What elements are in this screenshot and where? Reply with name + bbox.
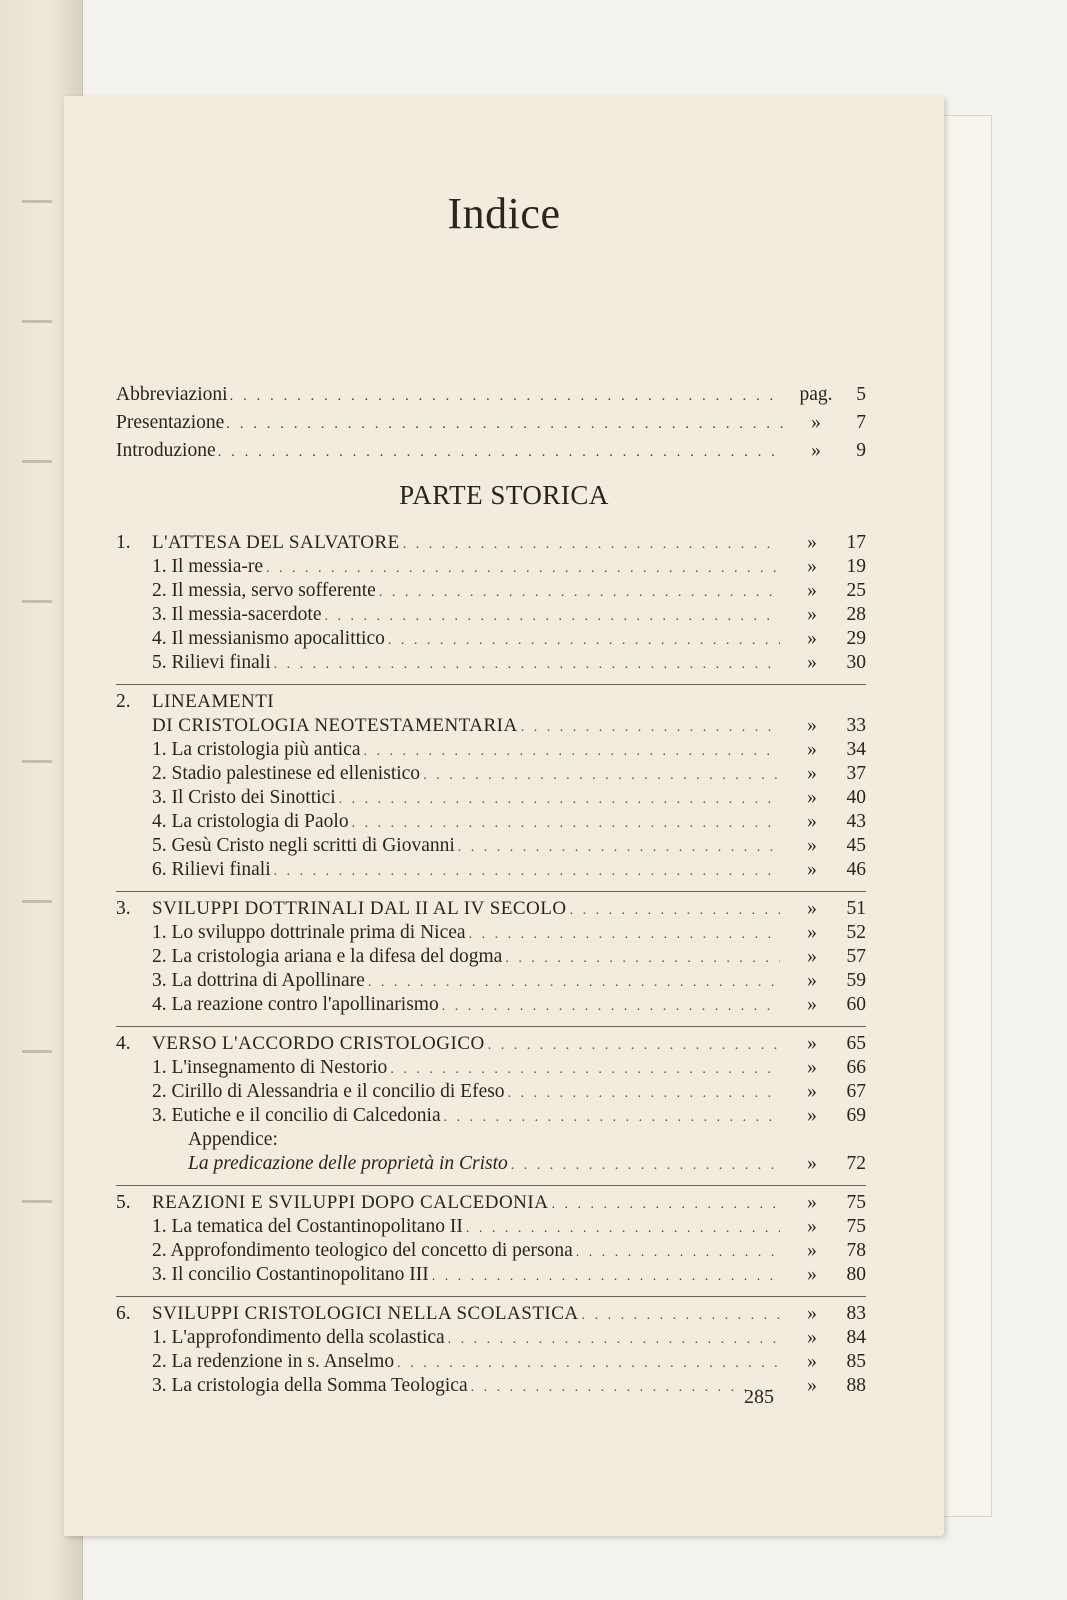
page-number: 75 bbox=[846, 1216, 866, 1237]
dot-leader bbox=[551, 1197, 780, 1213]
section-entry bbox=[116, 1105, 866, 1129]
dot-leader bbox=[471, 1380, 780, 1396]
entry-label: 5. Rilievi finali bbox=[152, 652, 271, 673]
page-marker: » bbox=[811, 440, 821, 461]
page-marker: » bbox=[807, 1192, 817, 1213]
page-marker: » bbox=[807, 715, 817, 736]
entry-label: 2. La redenzione in s. Anselmo bbox=[152, 1351, 395, 1372]
chapter-heading bbox=[116, 691, 866, 715]
entry-label: 6. Rilievi finali bbox=[152, 859, 271, 880]
page-marker: » bbox=[807, 859, 817, 880]
entry-label: 1. Il messia-re bbox=[152, 556, 264, 577]
page-marker: » bbox=[807, 946, 817, 967]
dot-leader bbox=[508, 1086, 780, 1102]
table-of-contents bbox=[116, 526, 866, 1407]
dot-leader bbox=[444, 1110, 780, 1126]
section-entry bbox=[116, 1081, 866, 1105]
front-matter-list bbox=[116, 384, 866, 468]
chapter-heading bbox=[116, 1033, 866, 1057]
dot-leader bbox=[582, 1308, 780, 1324]
dot-leader bbox=[505, 951, 780, 967]
dot-leader bbox=[379, 585, 780, 601]
page-marker: » bbox=[807, 1081, 817, 1102]
entry-label: 1. La tematica del Costantinopolitano II bbox=[152, 1216, 463, 1237]
dot-leader bbox=[448, 1332, 780, 1348]
section-title: PARTE STORICA bbox=[399, 480, 609, 510]
dot-leader bbox=[274, 657, 780, 673]
entry-label: 4. Il messianismo apocalittico bbox=[152, 628, 385, 649]
page-marker: » bbox=[807, 811, 817, 832]
section-entry bbox=[116, 580, 866, 604]
page-number: 25 bbox=[846, 580, 866, 601]
entry-label: La predicazione delle proprietà in Cristo bbox=[188, 1153, 508, 1174]
dot-leader bbox=[390, 1062, 780, 1078]
chapter-block bbox=[116, 1027, 866, 1186]
page-number: 9 bbox=[856, 440, 866, 461]
chapter-number: 6. bbox=[116, 1303, 131, 1324]
section-entry bbox=[116, 1057, 866, 1081]
entry-label: 4. La cristologia di Paolo bbox=[152, 811, 349, 832]
entry-label: 2. Stadio palestinese ed ellenistico bbox=[152, 763, 421, 784]
page-marker: » bbox=[807, 1240, 817, 1261]
page-marker: » bbox=[807, 1375, 817, 1396]
section-entry bbox=[116, 739, 866, 763]
chapter-number: 5. bbox=[116, 1192, 131, 1213]
page-number: 84 bbox=[846, 1327, 866, 1348]
folio-page-number: 285 bbox=[744, 1386, 774, 1408]
page-number: 33 bbox=[846, 715, 866, 736]
page-number: 45 bbox=[846, 835, 866, 856]
page-number: 52 bbox=[846, 922, 866, 943]
page-marker: » bbox=[807, 628, 817, 649]
page-marker: » bbox=[807, 787, 817, 808]
page-number: 46 bbox=[846, 859, 866, 880]
entry-label: 3. La cristologia della Somma Teologica bbox=[152, 1375, 468, 1396]
entry-label: Introduzione bbox=[116, 440, 216, 461]
entry-label: 3. Il concilio Costantinopolitano III bbox=[152, 1264, 429, 1285]
page-marker: » bbox=[807, 970, 817, 991]
dot-leader bbox=[388, 633, 780, 649]
chapter-block bbox=[116, 526, 866, 685]
entry-label: 4. La reazione contro l'apollinarismo bbox=[152, 994, 439, 1015]
dot-leader bbox=[458, 840, 780, 856]
page-number: 69 bbox=[846, 1105, 866, 1126]
appendix-entry bbox=[116, 1153, 866, 1177]
entry-label: Presentazione bbox=[116, 412, 225, 433]
page-marker: » bbox=[807, 922, 817, 943]
page-marker: » bbox=[807, 763, 817, 784]
dot-leader bbox=[442, 999, 780, 1015]
chapter-heading-cont bbox=[116, 715, 866, 739]
page-number: 66 bbox=[846, 1057, 866, 1078]
page-marker: » bbox=[807, 604, 817, 625]
entry-label: 2. Il messia, servo sofferente bbox=[152, 580, 376, 601]
page-number: 88 bbox=[846, 1375, 866, 1396]
page-marker: » bbox=[807, 835, 817, 856]
chapter-title: VERSO L'ACCORDO CRISTOLOGICO bbox=[152, 1033, 485, 1054]
page-marker: » bbox=[807, 1216, 817, 1237]
page-marker: » bbox=[807, 1264, 817, 1285]
section-entry bbox=[116, 652, 866, 676]
page-number: 65 bbox=[846, 1033, 866, 1054]
chapter-title: SVILUPPI CRISTOLOGICI NELLA SCOLASTICA bbox=[152, 1303, 579, 1324]
page-marker: » bbox=[807, 1327, 817, 1348]
entry-label: Abbreviazioni bbox=[116, 384, 228, 405]
dot-leader bbox=[511, 1158, 780, 1174]
chapter-heading bbox=[116, 1303, 866, 1327]
dot-leader bbox=[368, 975, 780, 991]
page-marker: » bbox=[807, 898, 817, 919]
dot-leader bbox=[226, 416, 784, 433]
page-number: 28 bbox=[846, 604, 866, 625]
page-number: 40 bbox=[846, 787, 866, 808]
chapter-heading bbox=[116, 532, 866, 556]
dot-leader bbox=[266, 561, 780, 577]
page-marker: » bbox=[807, 994, 817, 1015]
page-title: Indice bbox=[447, 189, 561, 238]
section-entry bbox=[116, 1264, 866, 1288]
page-marker: » bbox=[807, 1057, 817, 1078]
page-number: 34 bbox=[846, 739, 866, 760]
section-entry bbox=[116, 763, 866, 787]
section-entry bbox=[116, 835, 866, 859]
entry-label: 1. L'approfondimento della scolastica bbox=[152, 1327, 445, 1348]
section-entry bbox=[116, 628, 866, 652]
page-marker: » bbox=[807, 1351, 817, 1372]
front-matter-row bbox=[116, 440, 866, 468]
front-matter-row bbox=[116, 412, 866, 440]
page-marker: » bbox=[807, 739, 817, 760]
page-number: 67 bbox=[846, 1081, 866, 1102]
chapter-number: 1. bbox=[116, 532, 131, 553]
dot-leader bbox=[324, 609, 780, 625]
appendix-label: Appendice: bbox=[188, 1129, 278, 1150]
page-number: 7 bbox=[856, 412, 866, 433]
page-number: 5 bbox=[856, 384, 866, 405]
chapter-heading bbox=[116, 1192, 866, 1216]
dot-leader bbox=[218, 444, 784, 461]
dot-leader bbox=[274, 864, 780, 880]
section-entry bbox=[116, 946, 866, 970]
section-entry bbox=[116, 1216, 866, 1240]
dot-leader bbox=[230, 388, 784, 405]
entry-label: 3. La dottrina di Apollinare bbox=[152, 970, 365, 991]
page-marker: » bbox=[807, 1303, 817, 1324]
chapter-block bbox=[116, 685, 866, 892]
section-entry bbox=[116, 787, 866, 811]
dot-leader bbox=[488, 1038, 780, 1054]
dot-leader bbox=[397, 1356, 780, 1372]
entry-label: 3. Eutiche e il concilio di Calcedonia bbox=[152, 1105, 441, 1126]
page-number: 29 bbox=[846, 628, 866, 649]
section-entry bbox=[116, 604, 866, 628]
dot-leader bbox=[363, 744, 780, 760]
section-entry bbox=[116, 556, 866, 580]
dot-leader bbox=[432, 1269, 780, 1285]
page-number: 75 bbox=[846, 1192, 866, 1213]
page-number: 80 bbox=[846, 1264, 866, 1285]
chapter-number: 3. bbox=[116, 898, 131, 919]
page-number: 19 bbox=[846, 556, 866, 577]
page-marker: » bbox=[807, 1105, 817, 1126]
chapter-number: 2. bbox=[116, 691, 131, 712]
section-entry bbox=[116, 922, 866, 946]
page-number: 43 bbox=[846, 811, 866, 832]
entry-label: 2. La cristologia ariana e la difesa del dogma bbox=[152, 946, 503, 967]
appendix-heading bbox=[116, 1129, 866, 1153]
page-number: 51 bbox=[846, 898, 866, 919]
chapter-title: L'ATTESA DEL SALVATORE bbox=[152, 532, 400, 553]
chapter-title-line2: DI CRISTOLOGIA NEOTESTAMENTARIA bbox=[152, 715, 518, 736]
page-marker: » bbox=[807, 556, 817, 577]
page-number: 37 bbox=[846, 763, 866, 784]
entry-label: 3. Il messia-sacerdote bbox=[152, 604, 322, 625]
page-marker: pag. bbox=[799, 384, 833, 405]
page-number: 17 bbox=[846, 532, 866, 553]
chapter-title: LINEAMENTI bbox=[152, 691, 275, 712]
chapter-title: REAZIONI E SVILUPPI DOPO CALCEDONIA bbox=[152, 1192, 549, 1213]
dot-leader bbox=[466, 1221, 780, 1237]
page-number: 57 bbox=[846, 946, 866, 967]
front-matter-row bbox=[116, 384, 866, 412]
section-entry bbox=[116, 1351, 866, 1375]
dot-leader bbox=[339, 792, 780, 808]
entry-label: 1. L'insegnamento di Nestorio bbox=[152, 1057, 388, 1078]
page-number: 72 bbox=[846, 1153, 866, 1174]
dot-leader bbox=[469, 927, 780, 943]
page-marker: » bbox=[807, 580, 817, 601]
entry-label: 1. Lo sviluppo dottrinale prima di Nicea bbox=[152, 922, 466, 943]
page-number: 85 bbox=[846, 1351, 866, 1372]
dot-leader bbox=[423, 768, 780, 784]
section-entry bbox=[116, 994, 866, 1018]
page-marker: » bbox=[807, 1153, 817, 1174]
chapter-heading bbox=[116, 898, 866, 922]
dot-leader bbox=[403, 537, 780, 553]
entry-label: 2. Approfondimento teologico del concetto di persona bbox=[152, 1240, 573, 1261]
page-number: 30 bbox=[846, 652, 866, 673]
book-page bbox=[64, 96, 944, 1536]
page-marker: » bbox=[807, 532, 817, 553]
chapter-block bbox=[116, 892, 866, 1027]
entry-label: 5. Gesù Cristo negli scritti di Giovanni bbox=[152, 835, 455, 856]
page-number: 59 bbox=[846, 970, 866, 991]
page-marker: » bbox=[807, 1033, 817, 1054]
dot-leader bbox=[352, 816, 780, 832]
entry-label: 3. Il Cristo dei Sinottici bbox=[152, 787, 336, 808]
chapter-block bbox=[116, 1186, 866, 1297]
dot-leader bbox=[521, 720, 780, 736]
section-entry bbox=[116, 811, 866, 835]
chapter-number: 4. bbox=[116, 1033, 131, 1054]
page-marker: » bbox=[807, 652, 817, 673]
dot-leader bbox=[576, 1245, 780, 1261]
section-entry bbox=[116, 859, 866, 883]
page-number: 60 bbox=[846, 994, 866, 1015]
section-entry bbox=[116, 970, 866, 994]
entry-label: 1. La cristologia più antica bbox=[152, 739, 361, 760]
section-entry bbox=[116, 1327, 866, 1351]
chapter-title: SVILUPPI DOTTRINALI DAL II AL IV SECOLO bbox=[152, 898, 567, 919]
page-number: 78 bbox=[846, 1240, 866, 1261]
dot-leader bbox=[570, 903, 780, 919]
entry-label: 2. Cirillo di Alessandria e il concilio di Efeso bbox=[152, 1081, 505, 1102]
section-entry bbox=[116, 1240, 866, 1264]
page-number: 83 bbox=[846, 1303, 866, 1324]
page-marker: » bbox=[811, 412, 821, 433]
